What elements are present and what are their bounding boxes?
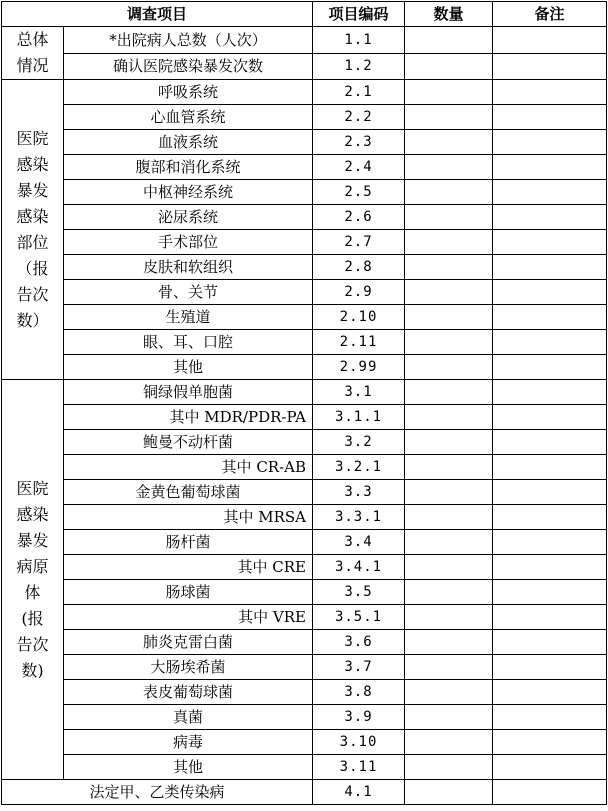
- table-row: [2, 155, 607, 180]
- remarks-cell[interactable]: [493, 505, 607, 530]
- remarks-cell[interactable]: [493, 405, 607, 430]
- quantity-cell[interactable]: [405, 530, 493, 555]
- item-code: 2.99: [313, 355, 405, 380]
- table-row: [2, 705, 607, 730]
- table-row: [2, 555, 607, 580]
- quantity-cell[interactable]: [405, 755, 493, 780]
- item-name: 铜绿假单胞菌: [64, 380, 313, 405]
- quantity-cell[interactable]: [405, 580, 493, 605]
- quantity-cell[interactable]: [405, 630, 493, 655]
- table-row: [2, 605, 607, 630]
- item-code: 3.2: [313, 430, 405, 455]
- table-row: [2, 530, 607, 555]
- item-code: 2.3: [313, 130, 405, 155]
- item-name: 大肠埃希菌: [64, 655, 313, 680]
- quantity-cell[interactable]: [405, 355, 493, 380]
- item-code: 3.3: [313, 480, 405, 505]
- quantity-cell[interactable]: [405, 180, 493, 205]
- table-row: [2, 280, 607, 305]
- item-name: 其中 VRE: [64, 605, 313, 630]
- quantity-cell[interactable]: [405, 555, 493, 580]
- remarks-cell[interactable]: [493, 780, 607, 805]
- group-label: [2, 380, 64, 780]
- quantity-cell[interactable]: [405, 705, 493, 730]
- item-name: 其中 CRE: [64, 555, 313, 580]
- quantity-cell[interactable]: [405, 680, 493, 705]
- remarks-cell[interactable]: [493, 230, 607, 255]
- table-row: [2, 655, 607, 680]
- item-name: 肠杆菌: [64, 530, 313, 555]
- remarks-cell[interactable]: [493, 580, 607, 605]
- quantity-cell[interactable]: [405, 105, 493, 130]
- item-code: 2.5: [313, 180, 405, 205]
- remarks-cell[interactable]: [493, 180, 607, 205]
- quantity-cell[interactable]: [405, 230, 493, 255]
- remarks-cell[interactable]: [493, 255, 607, 280]
- remarks-cell[interactable]: [493, 755, 607, 780]
- item-code: 3.9: [313, 705, 405, 730]
- item-name: 眼、耳、口腔: [64, 330, 313, 355]
- table-row: [2, 80, 607, 105]
- item-name: 其他: [64, 755, 313, 780]
- remarks-cell[interactable]: [493, 730, 607, 755]
- item-name: 泌尿系统: [64, 205, 313, 230]
- remarks-cell[interactable]: [493, 130, 607, 155]
- remarks-cell[interactable]: [493, 555, 607, 580]
- quantity-cell[interactable]: [405, 505, 493, 530]
- item-name: 骨、关节: [64, 280, 313, 305]
- item-name: 肠球菌: [64, 580, 313, 605]
- quantity-cell[interactable]: [405, 27, 493, 54]
- remarks-cell[interactable]: [493, 280, 607, 305]
- item-name: 手术部位: [64, 230, 313, 255]
- item-name: 呼吸系统: [64, 80, 313, 105]
- quantity-cell[interactable]: [405, 280, 493, 305]
- header-quantity: 数量: [405, 2, 493, 27]
- item-code: 3.6: [313, 630, 405, 655]
- group-label-text: 医院感染暴发病原体(报告次数): [16, 478, 49, 680]
- item-name: 金黄色葡萄球菌: [64, 480, 313, 505]
- remarks-cell[interactable]: [493, 305, 607, 330]
- item-code: 3.3.1: [313, 505, 405, 530]
- group-label-text: 医院感染暴发感染部位（报告次数）: [16, 128, 49, 330]
- item-code: 3.5: [313, 580, 405, 605]
- table-row: [2, 405, 607, 430]
- remarks-cell[interactable]: [493, 680, 607, 705]
- quantity-cell[interactable]: [405, 605, 493, 630]
- item-name: 法定甲、乙类传染病: [2, 780, 313, 805]
- remarks-cell[interactable]: [493, 430, 607, 455]
- table-row: [2, 630, 607, 655]
- table-row: [2, 680, 607, 705]
- item-name: 血液系统: [64, 130, 313, 155]
- item-name: 表皮葡萄球菌: [64, 680, 313, 705]
- remarks-cell[interactable]: [493, 53, 607, 80]
- item-code: 3.2.1: [313, 455, 405, 480]
- item-code: 3.5.1: [313, 605, 405, 630]
- quantity-cell[interactable]: [405, 255, 493, 280]
- table-row: [2, 205, 607, 230]
- table-row: [2, 53, 607, 80]
- table-row: [2, 380, 607, 405]
- remarks-cell[interactable]: [493, 630, 607, 655]
- item-code: 2.11: [313, 330, 405, 355]
- table-row: [2, 505, 607, 530]
- table-row: [2, 480, 607, 505]
- quantity-cell[interactable]: [405, 405, 493, 430]
- remarks-cell[interactable]: [493, 380, 607, 405]
- item-code: 4.1: [313, 780, 405, 805]
- item-code: 1.1: [313, 27, 405, 54]
- item-code: 1.2: [313, 53, 405, 80]
- remarks-cell[interactable]: [493, 105, 607, 130]
- remarks-cell[interactable]: [493, 330, 607, 355]
- item-code: 3.11: [313, 755, 405, 780]
- quantity-cell[interactable]: [405, 480, 493, 505]
- quantity-cell[interactable]: [405, 455, 493, 480]
- remarks-cell[interactable]: [493, 705, 607, 730]
- item-name: 肺炎克雷白菌: [64, 630, 313, 655]
- item-code: 2.9: [313, 280, 405, 305]
- quantity-cell[interactable]: [405, 53, 493, 80]
- table-row: [2, 455, 607, 480]
- quantity-cell[interactable]: [405, 430, 493, 455]
- item-name: 心血管系统: [64, 105, 313, 130]
- remarks-cell[interactable]: [493, 455, 607, 480]
- table-row: [2, 255, 607, 280]
- quantity-cell[interactable]: [405, 780, 493, 805]
- table-row: [2, 780, 607, 805]
- quantity-cell[interactable]: [405, 380, 493, 405]
- item-code: 3.7: [313, 655, 405, 680]
- item-code: 2.2: [313, 105, 405, 130]
- table-row: [2, 27, 607, 54]
- table-row: [2, 305, 607, 330]
- quantity-cell[interactable]: [405, 80, 493, 105]
- remarks-cell[interactable]: [493, 205, 607, 230]
- remarks-cell[interactable]: [493, 530, 607, 555]
- item-code: 2.4: [313, 155, 405, 180]
- item-name: 其中 CR-AB: [64, 455, 313, 480]
- item-name: 皮肤和软组织: [64, 255, 313, 280]
- table-row: [2, 180, 607, 205]
- header-remarks: 备注: [493, 2, 607, 27]
- header-item: 调查项目: [2, 2, 313, 27]
- item-code: 3.4: [313, 530, 405, 555]
- table-row: [2, 105, 607, 130]
- item-code: 3.1: [313, 380, 405, 405]
- item-name: 其他: [64, 355, 313, 380]
- table-row: [2, 330, 607, 355]
- survey-table: [1, 1, 607, 805]
- item-name: 腹部和消化系统: [64, 155, 313, 180]
- table-row: [2, 580, 607, 605]
- quantity-cell[interactable]: [405, 130, 493, 155]
- table-row: [2, 130, 607, 155]
- item-code: 2.1: [313, 80, 405, 105]
- remarks-cell[interactable]: [493, 605, 607, 630]
- table-row: [2, 230, 607, 255]
- quantity-cell[interactable]: [405, 305, 493, 330]
- remarks-cell[interactable]: [493, 27, 607, 54]
- item-code: 2.8: [313, 255, 405, 280]
- table-row: [2, 730, 607, 755]
- item-code: 3.4.1: [313, 555, 405, 580]
- table-row: [2, 755, 607, 780]
- group-label-text: 总体情况: [16, 30, 49, 75]
- item-code: 2.7: [313, 230, 405, 255]
- group-label: [2, 80, 64, 380]
- quantity-cell[interactable]: [405, 155, 493, 180]
- item-code: 3.8: [313, 680, 405, 705]
- table-row: [2, 430, 607, 455]
- item-name: 确认医院感染暴发次数: [64, 53, 313, 80]
- item-name: 其中 MDR/PDR-PA: [64, 405, 313, 430]
- quantity-cell[interactable]: [405, 730, 493, 755]
- remarks-cell[interactable]: [493, 355, 607, 380]
- item-code: 3.10: [313, 730, 405, 755]
- item-name: 其中 MRSA: [64, 505, 313, 530]
- header-row: [2, 2, 607, 27]
- item-code: 3.1.1: [313, 405, 405, 430]
- item-name: 鲍曼不动杆菌: [64, 430, 313, 455]
- item-name: 病毒: [64, 730, 313, 755]
- table-row: [2, 355, 607, 380]
- remarks-cell[interactable]: [493, 480, 607, 505]
- quantity-cell[interactable]: [405, 205, 493, 230]
- remarks-cell[interactable]: [493, 155, 607, 180]
- header-code: 项目编码: [313, 2, 405, 27]
- remarks-cell[interactable]: [493, 80, 607, 105]
- item-name: 真菌: [64, 705, 313, 730]
- item-name: *出院病人总数（人次）: [64, 27, 313, 54]
- item-name: 中枢神经系统: [64, 180, 313, 205]
- group-label: [2, 27, 64, 80]
- item-name: 生殖道: [64, 305, 313, 330]
- item-code: 2.6: [313, 205, 405, 230]
- remarks-cell[interactable]: [493, 655, 607, 680]
- quantity-cell[interactable]: [405, 330, 493, 355]
- quantity-cell[interactable]: [405, 655, 493, 680]
- item-code: 2.10: [313, 305, 405, 330]
